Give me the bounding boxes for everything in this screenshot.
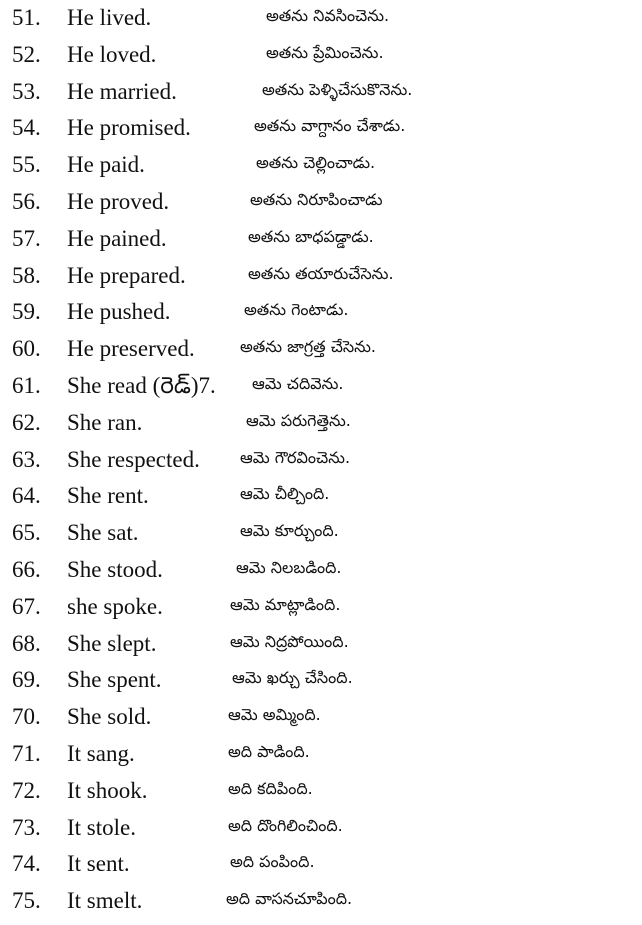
- entry-number: 64.: [12, 483, 41, 509]
- english-sentence: She slept.: [67, 630, 157, 656]
- telugu-translation: అతను నివసించెను.: [266, 6, 390, 25]
- english-sentence: She ran.: [67, 409, 143, 435]
- english-sentence: It shook.: [67, 777, 148, 803]
- entry-number: 71.: [12, 741, 41, 766]
- entry-number: 51.: [12, 5, 41, 30]
- entry-number: 65.: [12, 520, 41, 546]
- english-sentence: She rent.: [67, 483, 149, 509]
- telugu-translation: అతను జాగ్రత్త చేసెను.: [240, 337, 376, 357]
- list-item: [0, 773, 642, 809]
- entry-number: 72.: [12, 777, 41, 803]
- entry-number: 66.: [12, 557, 41, 582]
- entry-number: 56.: [12, 189, 41, 214]
- english-sentence: She stood.: [67, 557, 163, 582]
- entry-number: 67.: [12, 593, 41, 619]
- entry-number: 63.: [12, 446, 41, 472]
- english-sentence: It sang.: [67, 741, 135, 766]
- telugu-translation: అది వాసనచూపింది.: [226, 889, 353, 909]
- telugu-translation: ఆమె అమ్మింది.: [228, 705, 321, 725]
- list-item: [0, 258, 642, 294]
- english-sentence: She read (రెడ్)7.: [67, 373, 216, 398]
- english-sentence: He pained.: [67, 225, 167, 251]
- entry-number: 59.: [12, 299, 41, 325]
- english-sentence: He proved.: [67, 189, 170, 214]
- english-sentence: It sent.: [67, 851, 130, 877]
- entry-number: 54.: [12, 115, 41, 141]
- entry-number: 73.: [12, 814, 41, 840]
- list-item: [0, 221, 642, 257]
- list-item: [0, 294, 642, 330]
- telugu-translation: ఆమె ఖర్చు చేసింది.: [232, 668, 353, 688]
- telugu-translation: అది దొంగిలించింది.: [228, 815, 343, 835]
- telugu-translation: ఆమె పరుగెత్తెను.: [246, 410, 351, 430]
- telugu-translation: ఆమె గౌరవించెను.: [240, 447, 351, 467]
- list-item: [0, 662, 642, 698]
- telugu-translation: ఆమె చదివెను.: [252, 374, 344, 393]
- list-item: [0, 810, 642, 846]
- telugu-translation: అతను బాధపడ్డాడు.: [248, 226, 374, 246]
- list-item: [0, 405, 642, 441]
- entry-number: 53.: [12, 78, 41, 104]
- telugu-translation: అతను చెల్లించాడు.: [256, 153, 376, 173]
- list-item: [0, 515, 642, 551]
- english-sentence: He paid.: [67, 152, 145, 178]
- list-item: [0, 626, 642, 662]
- entry-number: 52.: [12, 41, 41, 67]
- english-sentence: He promised.: [67, 115, 191, 141]
- telugu-translation: ఆమె నిలబడింది.: [236, 558, 342, 577]
- list-item: [0, 846, 642, 882]
- entry-number: 60.: [12, 336, 41, 362]
- entry-number: 62.: [12, 409, 41, 435]
- list-item: [0, 442, 642, 478]
- telugu-translation: అది పంపింది.: [230, 852, 315, 872]
- telugu-translation: ఆమె మాట్లాడింది.: [230, 594, 341, 614]
- entry-number: 74.: [12, 851, 41, 877]
- telugu-translation: ఆమె నిద్రపోయింది.: [230, 631, 349, 651]
- list-item: [0, 552, 642, 588]
- list-item: [0, 699, 642, 735]
- english-sentence: she spoke.: [67, 593, 163, 619]
- telugu-translation: అతను ప్రేమించెను.: [266, 42, 384, 62]
- telugu-translation: అది పాడింది.: [228, 742, 310, 761]
- list-item: [0, 74, 642, 110]
- list-item: [0, 368, 642, 404]
- entry-number: 61.: [12, 373, 41, 398]
- english-sentence: She respected.: [67, 446, 200, 472]
- list-item: [0, 331, 642, 367]
- english-sentence: She sat.: [67, 520, 139, 546]
- telugu-translation: అతను తయారుచేసెను.: [248, 263, 394, 283]
- english-sentence: She sold.: [67, 704, 152, 730]
- list-item: [0, 736, 642, 772]
- list-item: [0, 883, 642, 919]
- entry-number: 68.: [12, 630, 41, 656]
- english-sentence: He loved.: [67, 41, 157, 67]
- english-sentence: It smelt.: [67, 888, 143, 914]
- telugu-translation: అది కదిపింది.: [228, 778, 313, 798]
- english-sentence: He pushed.: [67, 299, 171, 325]
- list-item: [0, 478, 642, 514]
- telugu-translation: ఆమె చీల్చింది.: [240, 484, 330, 504]
- telugu-translation: అతను పెళ్ళిచేసుకొనెను.: [262, 79, 413, 99]
- entry-number: 75.: [12, 888, 41, 914]
- list-item: [0, 147, 642, 183]
- list-item: [0, 110, 642, 146]
- english-sentence: It stole.: [67, 814, 136, 840]
- list-item: [0, 184, 642, 220]
- telugu-translation: అతను వాగ్దానం చేశాడు.: [254, 116, 406, 136]
- telugu-translation: అతను గెంటాడు.: [244, 300, 349, 320]
- entry-number: 70.: [12, 704, 41, 730]
- list-item: [0, 0, 642, 36]
- english-sentence: He preserved.: [67, 336, 195, 362]
- telugu-translation: అతను నిరూపించాడు: [250, 190, 383, 209]
- english-sentence: He prepared.: [67, 262, 186, 288]
- list-item: [0, 589, 642, 625]
- english-sentence: She spent.: [67, 667, 162, 693]
- english-sentence: He lived.: [67, 5, 152, 30]
- entry-number: 57.: [12, 225, 41, 251]
- entry-number: 55.: [12, 152, 41, 178]
- english-sentence: He married.: [67, 78, 177, 104]
- entry-number: 69.: [12, 667, 41, 693]
- entry-number: 58.: [12, 262, 41, 288]
- list-item: [0, 37, 642, 73]
- telugu-translation: ఆమె కూర్చుంది.: [240, 521, 339, 541]
